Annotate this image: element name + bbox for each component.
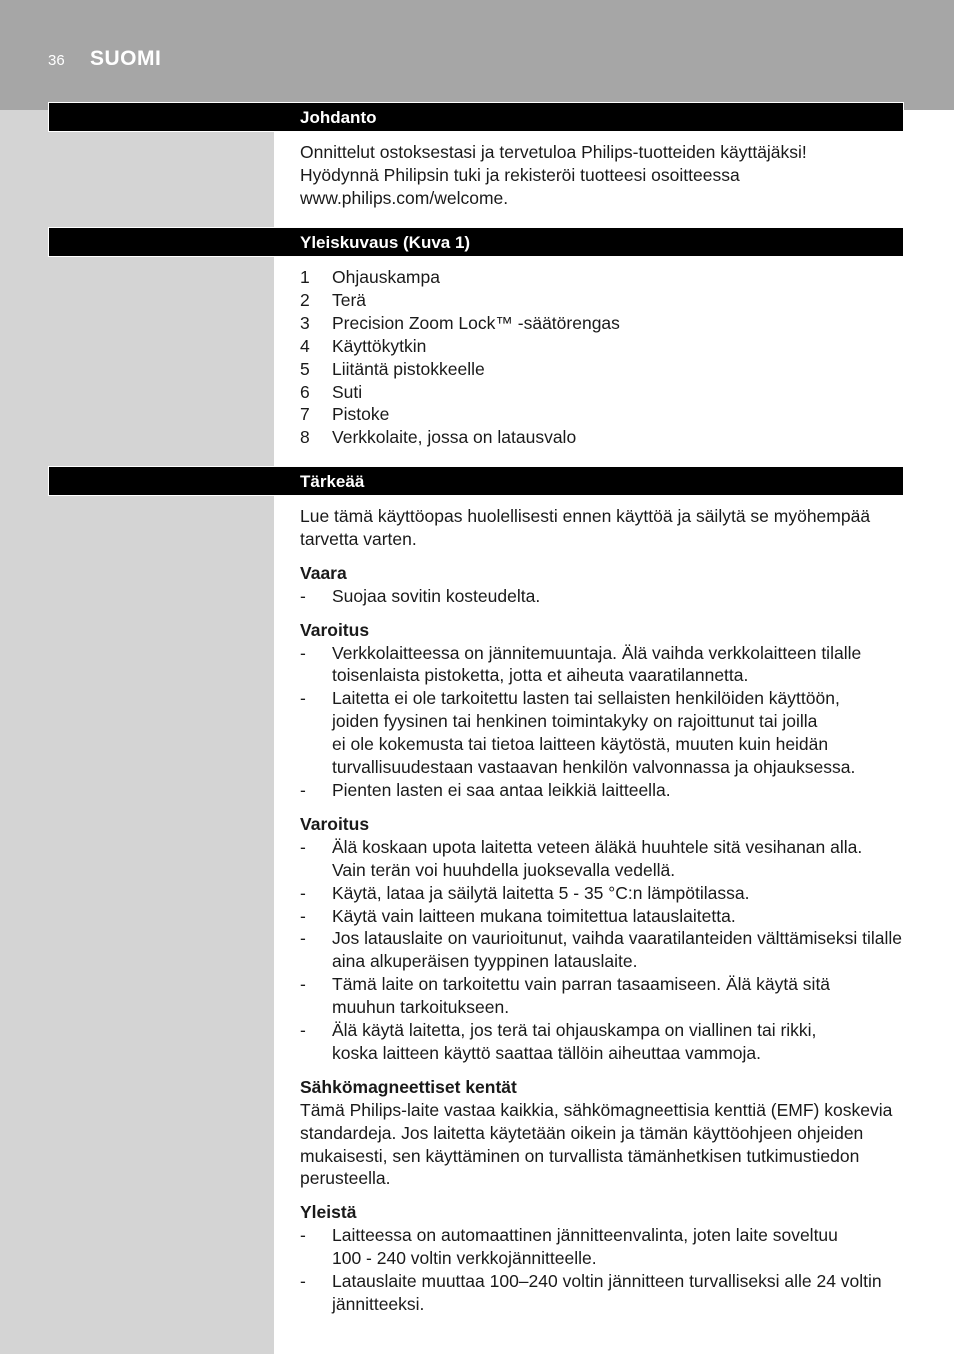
bullet-line	[300, 859, 910, 882]
item-number: 8	[300, 427, 310, 448]
body-line: Tämä Philips-laite vastaa kaikkia, sähkömagneettisia kenttiä (EMF) koskevia	[300, 1099, 893, 1120]
bullet-line	[300, 642, 910, 665]
bullet-text: koska laitteen käyttö saattaa tällöin aiheuttaa vammoja.	[332, 1042, 761, 1063]
bullet-line	[300, 1042, 910, 1065]
bullet-dash: -	[300, 882, 306, 903]
section-title-overview: Yleiskuvaus (Kuva 1)	[300, 233, 471, 252]
list-item	[300, 335, 910, 358]
section-title-important: Tärkeää	[300, 472, 365, 491]
important-content	[300, 505, 910, 1316]
bullet-dash: -	[300, 1020, 306, 1041]
subheading-emf: Sähkömagneettiset kentät	[300, 1076, 517, 1097]
bullet-text: Laitteessa on automaattinen jännitteenvalinta, joten laite soveltuu	[332, 1225, 838, 1246]
bullet-dash	[300, 996, 332, 1019]
bullet-dash: -	[300, 836, 306, 857]
section-bar-intro	[48, 102, 904, 132]
bullet-text: Vain terän voi huuhdella juoksevalla vedellä.	[332, 859, 676, 880]
bullet-text: joiden fyysinen tai henkinen toimintakyky on rajoittunut tai joilla	[332, 711, 818, 732]
header-band	[0, 0, 954, 110]
bullet-text: turvallisuudestaan vastaavan henkilön valvonnassa ja ohjauksessa.	[332, 757, 856, 778]
item-number: 3	[300, 312, 310, 333]
bullet-dash: -	[300, 642, 306, 663]
subheading-caution: Varoitus	[300, 813, 370, 834]
body-line: Lue tämä käyttöopas huolellisesti ennen käyttöä ja säilytä se myöhempää	[300, 506, 871, 526]
body-line: mukaisesti, sen käyttäminen on turvallista tämänhetkisen tutkimustiedon	[300, 1145, 860, 1166]
list-item	[300, 266, 910, 289]
bullet-dash	[300, 756, 332, 779]
bullet-line	[300, 664, 910, 687]
item-text: Terä	[332, 289, 367, 310]
list-item	[300, 426, 910, 449]
bullet-text: Älä koskaan upota laitetta veteen äläkä huuhtele sitä vesihanan alla.	[332, 836, 863, 857]
bullet-line	[300, 1019, 910, 1042]
intro-line: www.philips.com/welcome.	[300, 187, 509, 208]
spacer	[300, 802, 910, 813]
bullet-dash: -	[300, 585, 306, 606]
item-number: 1	[300, 267, 310, 287]
bullet-dash: -	[300, 905, 306, 926]
list-item	[300, 403, 910, 426]
sidebar-column	[0, 110, 274, 1354]
intro-line: Hyödynnä Philipsin tuki ja rekisteröi tuotteesi osoitteessa	[300, 164, 740, 185]
item-text: Liitäntä pistokkeelle	[332, 358, 485, 379]
bullet-dash: -	[300, 1271, 306, 1292]
section-bar-overview	[48, 227, 904, 257]
bullet-text: Verkkolaitteessa on jännitemuuntaja. Älä vaihda verkkolaitteen tilalle	[332, 642, 862, 663]
bullet-dash	[300, 710, 332, 733]
bullet-dash	[300, 664, 332, 687]
overview-list	[300, 266, 910, 449]
subheading-warning: Varoitus	[300, 619, 370, 640]
bullet-text: Älä käytä laitetta, jos terä tai ohjauskampa on viallinen tai rikki,	[332, 1020, 817, 1041]
bullet-dash	[300, 1247, 332, 1270]
bullet-text: jännitteeksi.	[332, 1294, 425, 1314]
bullet-dash: -	[300, 974, 306, 995]
bullet-text: muuhun tarkoitukseen.	[332, 997, 510, 1018]
spacer	[300, 608, 910, 619]
bullet-line	[300, 710, 910, 733]
bullet-line	[300, 687, 910, 710]
bullet-line	[300, 973, 910, 996]
bullet-dash	[300, 950, 332, 973]
bullet-line	[300, 882, 910, 905]
subheading-danger: Vaara	[300, 562, 347, 583]
bullet-text: Suojaa sovitin kosteudelta.	[332, 585, 541, 606]
bullet-line	[300, 733, 910, 756]
item-text: Suti	[332, 381, 363, 402]
bullet-line	[300, 905, 910, 928]
bullet-text: 100 - 240 voltin verkkojännitteelle.	[332, 1248, 597, 1269]
section-bar-important	[48, 466, 904, 496]
bullet-line	[300, 927, 910, 950]
bullet-line	[300, 836, 910, 859]
body-line: tarvetta varten.	[300, 528, 417, 549]
item-number: 7	[300, 404, 310, 425]
bullet-line	[300, 1224, 910, 1247]
page-number: 36	[48, 52, 65, 69]
bullet-text: Pienten lasten ei saa antaa leikkiä laitteella.	[332, 779, 671, 800]
bullet-line	[300, 779, 910, 802]
bullet-text: Jos latauslaite on vaurioitunut, vaihda vaaratilanteiden välttämiseksi tilalle	[332, 928, 903, 949]
item-text: Precision Zoom Lock™ -säätörengas	[332, 312, 620, 333]
bullet-text: Laitetta ei ole tarkoitettu lasten tai sellaisten henkilöiden käyttöön,	[332, 688, 840, 709]
item-number: 4	[300, 335, 310, 356]
bullet-text: aina alkuperäisen tyyppinen latauslaite.	[332, 951, 638, 972]
spacer	[300, 1065, 910, 1076]
bullet-line	[300, 1293, 910, 1316]
bullet-line	[300, 950, 910, 973]
item-text: Ohjauskampa	[332, 267, 440, 287]
bullet-text: Käytä, lataa ja säilytä laitetta 5 - 35 °C:n lämpötilassa.	[332, 882, 750, 903]
bullet-text: Latauslaite muuttaa 100–240 voltin jännitteen turvalliseksi alle 24 voltin	[332, 1271, 882, 1292]
bullet-line	[300, 1247, 910, 1270]
bullet-dash	[300, 859, 332, 882]
body-line: perusteella.	[300, 1168, 391, 1189]
bullet-text: ei ole kokemusta tai tietoa laitteen käytöstä, muuten kuin heidän	[332, 734, 829, 755]
bullet-line	[300, 1270, 910, 1293]
subheading-general: Yleistä	[300, 1202, 357, 1223]
spacer	[300, 1190, 910, 1201]
bullet-line	[300, 585, 910, 608]
list-item	[300, 312, 910, 335]
bullet-dash: -	[300, 688, 306, 709]
language-title: SUOMI	[90, 47, 162, 70]
spacer	[300, 551, 910, 562]
bullet-text: toisenlaista pistoketta, jotta et aiheuta vaaratilannetta.	[332, 665, 749, 686]
bullet-dash	[300, 733, 332, 756]
intro-text	[300, 141, 910, 210]
list-item	[300, 358, 910, 381]
item-number: 2	[300, 289, 310, 310]
section-title-intro: Johdanto	[300, 108, 377, 127]
bullet-dash: -	[300, 928, 306, 949]
bullet-dash	[300, 1293, 332, 1316]
bullet-line	[300, 996, 910, 1019]
item-text: Pistoke	[332, 404, 390, 425]
item-text: Käyttökytkin	[332, 335, 427, 356]
item-text: Verkkolaite, jossa on latausvalo	[332, 427, 577, 448]
item-number: 6	[300, 381, 310, 402]
bullet-line	[300, 756, 910, 779]
list-item	[300, 289, 910, 312]
bullet-text: Käytä vain laitteen mukana toimitettua latauslaitetta.	[332, 905, 736, 926]
bullet-text: Tämä laite on tarkoitettu vain parran tasaamiseen. Älä käytä sitä	[332, 974, 831, 995]
bullet-dash	[300, 1042, 332, 1065]
body-line: standardeja. Jos laitetta käytetään oikein ja tämän käyttöohjeen ohjeiden	[300, 1122, 864, 1143]
item-number: 5	[300, 358, 310, 379]
intro-line: Onnittelut ostoksestasi ja tervetuloa Philips-tuotteiden käyttäjäksi!	[300, 142, 807, 162]
bullet-dash: -	[300, 779, 306, 800]
list-item	[300, 381, 910, 404]
bullet-dash: -	[300, 1225, 306, 1246]
